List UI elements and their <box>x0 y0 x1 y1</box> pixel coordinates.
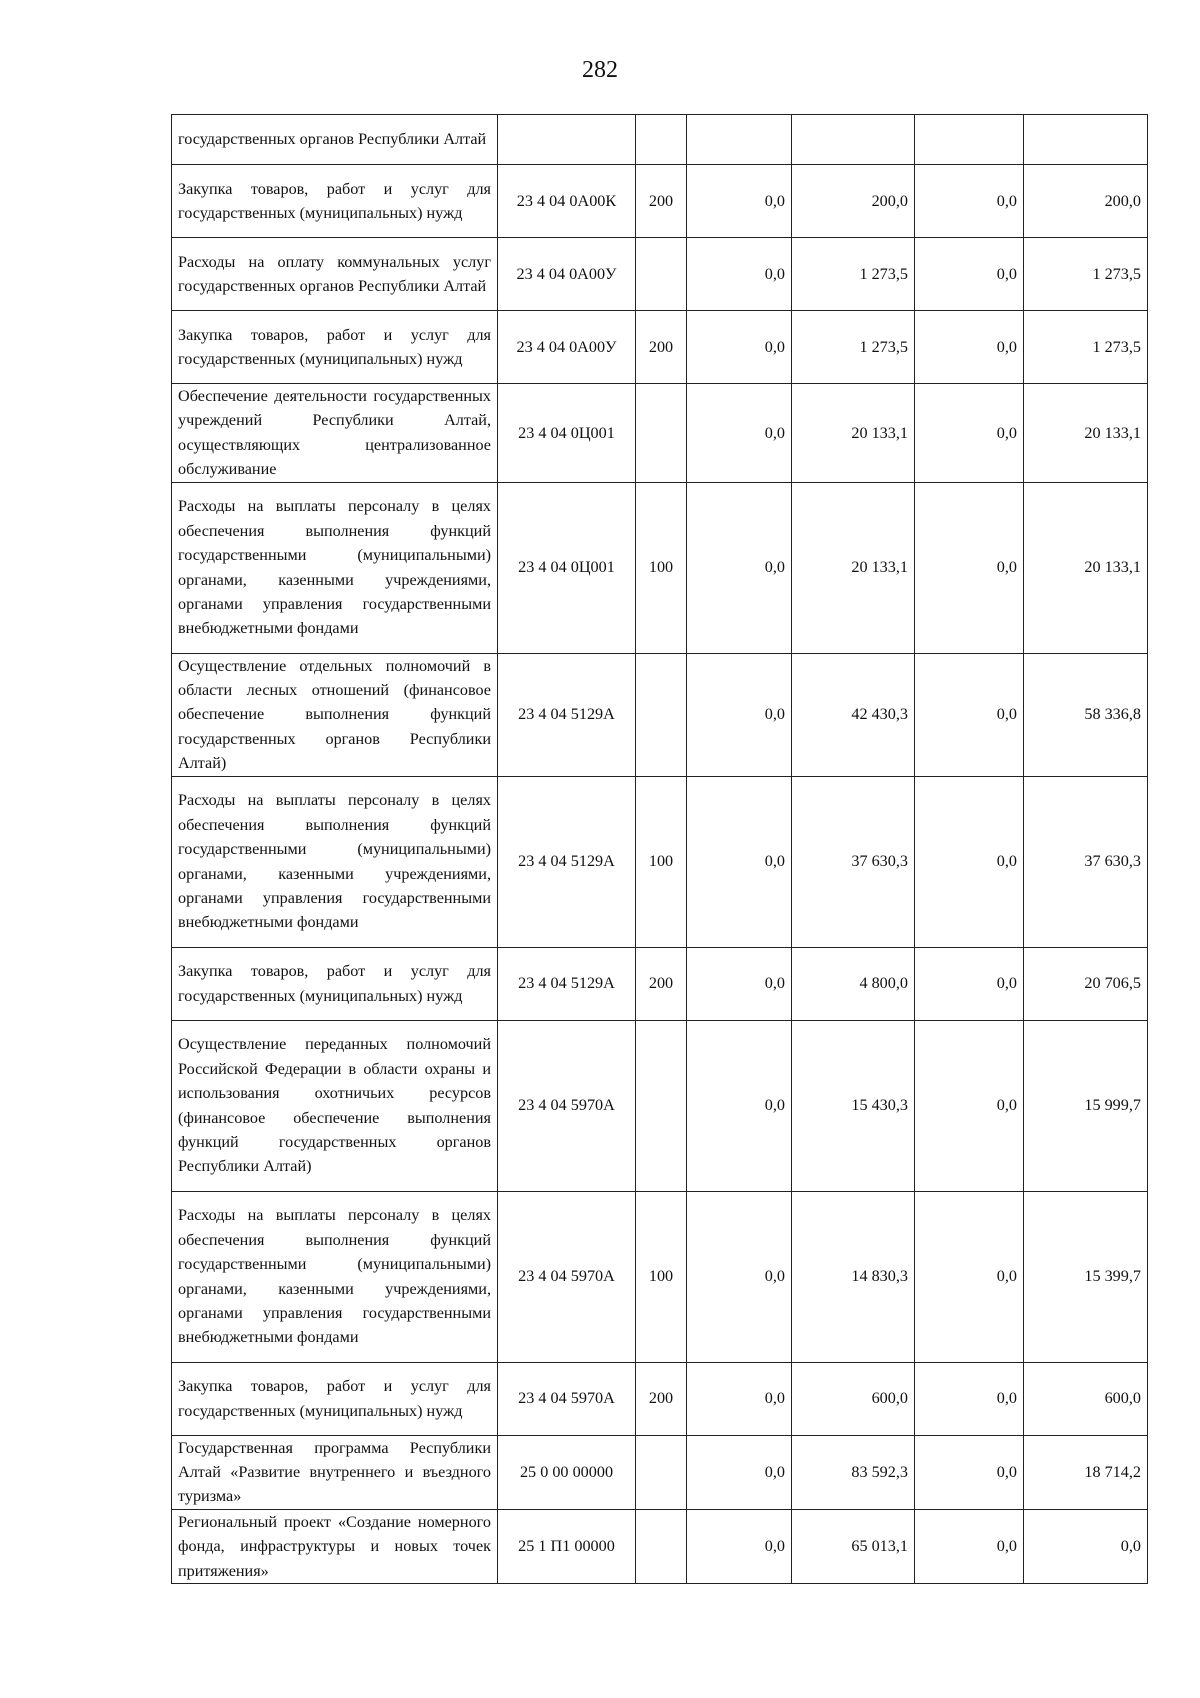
row-name: Закупка товаров, работ и услуг для государственных (муниципальных) нужд <box>172 947 498 1020</box>
table-row <box>172 1509 1148 1583</box>
row-code: 25 1 П1 00000 <box>498 1509 636 1583</box>
row-expense-type <box>636 1435 687 1509</box>
row-code: 23 4 04 0Ц001 <box>498 482 636 653</box>
row-value-2: 20 133,1 <box>792 384 915 483</box>
row-value-3: 0,0 <box>915 165 1024 238</box>
row-value-2: 65 013,1 <box>792 1509 915 1583</box>
row-value-4: 18 714,2 <box>1024 1435 1148 1509</box>
row-expense-type <box>636 1509 687 1583</box>
row-value-3: 0,0 <box>915 311 1024 384</box>
row-name: государственных органов Республики Алтай <box>172 115 498 165</box>
row-value-1: 0,0 <box>687 1435 792 1509</box>
row-value-4: 1 273,5 <box>1024 311 1148 384</box>
row-value-3: 0,0 <box>915 1509 1024 1583</box>
table-row <box>172 776 1148 947</box>
row-expense-type: 100 <box>636 1191 687 1362</box>
row-name: Расходы на оплату коммунальных услуг государственных органов Республики Алтай <box>172 238 498 311</box>
row-value-2: 15 430,3 <box>792 1020 915 1191</box>
row-value-1: 0,0 <box>687 1020 792 1191</box>
row-name: Расходы на выплаты персоналу в целях обеспечения выполнения функций государственными (муниципальными) органами, казенными учреждениями, органами управления государственными внебюджетными фондами <box>172 1191 498 1362</box>
row-value-1: 0,0 <box>687 776 792 947</box>
row-value-2: 42 430,3 <box>792 653 915 776</box>
table-row <box>172 311 1148 384</box>
row-expense-type: 200 <box>636 165 687 238</box>
row-expense-type: 100 <box>636 482 687 653</box>
row-value-3: 0,0 <box>915 384 1024 483</box>
page-number: 282 <box>582 57 618 83</box>
row-value-4: 20 133,1 <box>1024 482 1148 653</box>
row-expense-type: 200 <box>636 311 687 384</box>
row-value-3: 0,0 <box>915 653 1024 776</box>
row-code: 23 4 04 0А00К <box>498 165 636 238</box>
row-value-3: 0,0 <box>915 1362 1024 1435</box>
row-name: Региональный проект «Создание номерного фонда, инфраструктуры и новых точек притяжения» <box>172 1509 498 1583</box>
row-name: Обеспечение деятельности государственных учреждений Республики Алтай, осуществляющих централизованное обслуживание <box>172 384 498 483</box>
table-row <box>172 482 1148 653</box>
row-code: 23 4 04 5970А <box>498 1362 636 1435</box>
row-value-1: 0,0 <box>687 384 792 483</box>
row-value-4: 15 399,7 <box>1024 1191 1148 1362</box>
row-value-1: 0,0 <box>687 653 792 776</box>
row-value-3 <box>915 115 1024 165</box>
row-value-2: 200,0 <box>792 165 915 238</box>
row-value-4: 37 630,3 <box>1024 776 1148 947</box>
row-value-1: 0,0 <box>687 238 792 311</box>
row-value-2: 20 133,1 <box>792 482 915 653</box>
table-row <box>172 947 1148 1020</box>
row-code: 25 0 00 00000 <box>498 1435 636 1509</box>
row-value-3: 0,0 <box>915 1020 1024 1191</box>
table-row <box>172 1020 1148 1191</box>
row-name: Закупка товаров, работ и услуг для государственных (муниципальных) нужд <box>172 1362 498 1435</box>
row-name: Закупка товаров, работ и услуг для государственных (муниципальных) нужд <box>172 311 498 384</box>
row-expense-type <box>636 653 687 776</box>
row-name: Осуществление отдельных полномочий в области лесных отношений (финансовое обеспечение выполнения функций государственных органов Республики Алтай) <box>172 653 498 776</box>
row-value-4: 20 706,5 <box>1024 947 1148 1020</box>
row-value-4: 20 133,1 <box>1024 384 1148 483</box>
row-expense-type: 200 <box>636 1362 687 1435</box>
row-value-2 <box>792 115 915 165</box>
row-value-4: 15 999,7 <box>1024 1020 1148 1191</box>
row-value-4: 200,0 <box>1024 165 1148 238</box>
row-value-1: 0,0 <box>687 482 792 653</box>
row-code: 23 4 04 5970А <box>498 1020 636 1191</box>
row-value-1: 0,0 <box>687 311 792 384</box>
row-expense-type: 100 <box>636 776 687 947</box>
row-expense-type <box>636 238 687 311</box>
row-value-3: 0,0 <box>915 238 1024 311</box>
row-code: 23 4 04 5970А <box>498 1191 636 1362</box>
row-expense-type <box>636 115 687 165</box>
row-value-1: 0,0 <box>687 1191 792 1362</box>
row-expense-type <box>636 384 687 483</box>
row-value-4 <box>1024 115 1148 165</box>
row-code: 23 4 04 0А00У <box>498 238 636 311</box>
row-name: Государственная программа Республики Алтай «Развитие внутреннего и въездного туризма» <box>172 1435 498 1509</box>
row-value-2: 1 273,5 <box>792 238 915 311</box>
row-value-3: 0,0 <box>915 482 1024 653</box>
row-value-1 <box>687 115 792 165</box>
row-expense-type: 200 <box>636 947 687 1020</box>
row-value-3: 0,0 <box>915 1435 1024 1509</box>
row-name: Осуществление переданных полномочий Российской Федерации в области охраны и использования охотничьих ресурсов (финансовое обеспечение выполнения функций государственных органов Республики Алтай) <box>172 1020 498 1191</box>
row-value-4: 0,0 <box>1024 1509 1148 1583</box>
row-value-1: 0,0 <box>687 1362 792 1435</box>
row-code: 23 4 04 0Ц001 <box>498 384 636 483</box>
row-code <box>498 115 636 165</box>
row-value-2: 4 800,0 <box>792 947 915 1020</box>
row-value-3: 0,0 <box>915 776 1024 947</box>
table-row <box>172 1191 1148 1362</box>
table-row <box>172 1362 1148 1435</box>
row-value-4: 600,0 <box>1024 1362 1148 1435</box>
row-value-1: 0,0 <box>687 947 792 1020</box>
table-row <box>172 115 1148 165</box>
row-code: 23 4 04 5129А <box>498 653 636 776</box>
row-value-4: 1 273,5 <box>1024 238 1148 311</box>
row-name: Расходы на выплаты персоналу в целях обеспечения выполнения функций государственными (муниципальными) органами, казенными учреждениями, органами управления государственными внебюджетными фондами <box>172 776 498 947</box>
row-name: Закупка товаров, работ и услуг для государственных (муниципальных) нужд <box>172 165 498 238</box>
table-row <box>172 384 1148 483</box>
row-code: 23 4 04 0А00У <box>498 311 636 384</box>
row-value-3: 0,0 <box>915 947 1024 1020</box>
row-value-2: 83 592,3 <box>792 1435 915 1509</box>
table-row <box>172 653 1148 776</box>
row-value-2: 37 630,3 <box>792 776 915 947</box>
row-expense-type <box>636 1020 687 1191</box>
budget-table <box>171 114 1148 1584</box>
row-name: Расходы на выплаты персоналу в целях обеспечения выполнения функций государственными (муниципальными) органами, казенными учреждениями, органами управления государственными внебюджетными фондами <box>172 482 498 653</box>
row-value-2: 600,0 <box>792 1362 915 1435</box>
row-code: 23 4 04 5129А <box>498 947 636 1020</box>
row-code: 23 4 04 5129А <box>498 776 636 947</box>
row-value-1: 0,0 <box>687 165 792 238</box>
row-value-1: 0,0 <box>687 1509 792 1583</box>
row-value-4: 58 336,8 <box>1024 653 1148 776</box>
table-row <box>172 165 1148 238</box>
row-value-3: 0,0 <box>915 1191 1024 1362</box>
row-value-2: 1 273,5 <box>792 311 915 384</box>
table-row <box>172 238 1148 311</box>
table-row <box>172 1435 1148 1509</box>
row-value-2: 14 830,3 <box>792 1191 915 1362</box>
